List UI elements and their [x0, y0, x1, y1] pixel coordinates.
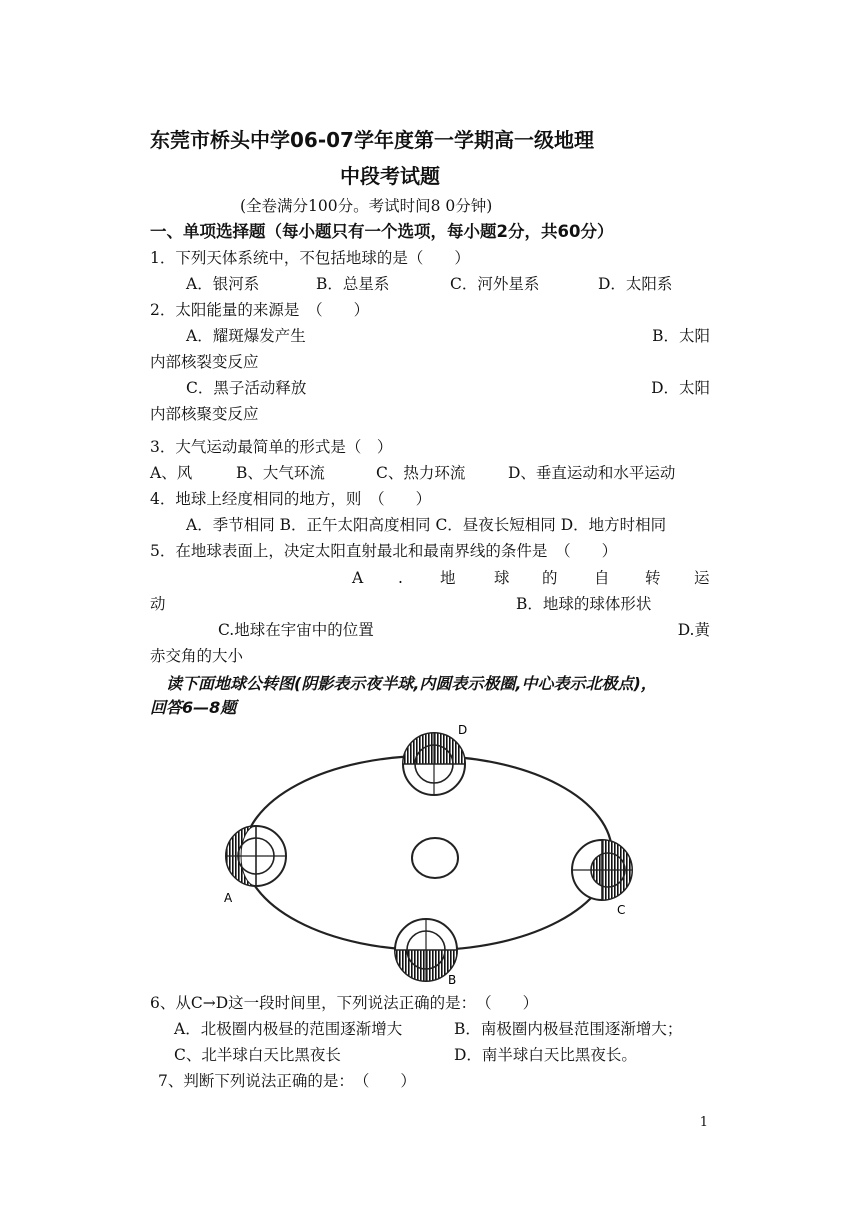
exam-subtitle: (全卷满分100分。考试时间8 0分钟) [240, 197, 493, 215]
q2-option-b: B．太阳 [652, 327, 710, 345]
q1-option-d: D．太阳系 [598, 275, 673, 293]
earth-position-c [572, 840, 632, 900]
q2-option-c: C．黑子活动释放 [186, 379, 307, 397]
q5-option-a-cont: 动 [150, 595, 166, 613]
exam-title-line2: 中段考试题 [340, 164, 440, 188]
q2-option-a: A．耀斑爆发产生 [186, 327, 306, 345]
q5-option-c: C.地球在宇宙中的位置 [218, 621, 374, 639]
q5-option-a-char: . [398, 569, 403, 587]
q3-option-b: B、大气环流 [236, 464, 325, 482]
q4-options: A．季节相同 B．正午太阳高度相同 C．昼夜长短相同 D．地方时相同 [186, 516, 667, 534]
q5-option-b: B．地球的球体形状 [516, 595, 652, 613]
q5-option-a-char: 的 [542, 569, 558, 587]
earth-position-a [226, 826, 286, 886]
q3-option-c: C、热力环流 [376, 464, 466, 482]
q5-option-d-cont: 赤交角的大小 [150, 647, 244, 665]
q6-stem: 6、从C→D这一段时间里，下列说法正确的是： （ ） [150, 994, 539, 1012]
page-number: 1 [699, 1115, 708, 1130]
q2-option-d: D．太阳 [651, 379, 710, 397]
reading-instruction: 读下面地球公转图(阴影表示夜半球,内圆表示极圈,中心表示北极点)， [166, 674, 657, 693]
q6-option-c: C、北半球白天比黑夜长 [174, 1046, 341, 1064]
q5-option-a-char: 运 [694, 569, 710, 587]
earth-orbit-diagram [210, 718, 650, 988]
exam-title-line1: 东莞市桥头中学06-07学年度第一学期高一级地理 [150, 128, 594, 152]
q1-option-a: A．银河系 [186, 275, 260, 293]
section-heading: 一、单项选择题（每小题只有一个选项，每小题2分，共60分） [150, 222, 614, 241]
q6-option-b: B．南极圈内极昼范围逐渐增大； [454, 1020, 683, 1038]
q3-option-d: D、垂直运动和水平运动 [508, 464, 676, 482]
q5-stem: 5．在地球表面上，决定太阳直射最北和最南界线的条件是 （ ） [150, 542, 618, 560]
q5-option-a-char: A [352, 569, 364, 587]
q7-stem: 7、判断下列说法正确的是： （ ） [158, 1072, 416, 1090]
q1-option-b: B．总星系 [316, 275, 390, 293]
q5-option-a-char: 地 [440, 569, 456, 587]
label-d: D [458, 723, 468, 737]
q1-option-c: C．河外星系 [450, 275, 540, 293]
q2-option-d-cont: 内部核聚变反应 [150, 405, 259, 423]
q5-option-a-char: 转 [645, 569, 661, 587]
q5-option-d: D.黄 [677, 621, 710, 639]
label-c: C [617, 903, 626, 917]
earth-position-b [395, 919, 457, 981]
label-b: B [448, 973, 457, 987]
q2-option-b-cont: 内部核裂变反应 [150, 353, 259, 371]
reading-instruction-cont: 回答6—8题 [150, 698, 237, 717]
label-a: A [224, 891, 233, 905]
q6-option-a: A．北极圈内极昼的范围逐渐增大 [174, 1020, 403, 1038]
earth-position-d [403, 733, 465, 795]
q5-option-a-char: 自 [594, 569, 610, 587]
q4-stem: 4．地球上经度相同的地方，则 （ ） [150, 490, 432, 508]
q2-stem: 2．太阳能量的来源是 （ ） [150, 301, 370, 319]
sun-circle [412, 838, 458, 878]
q6-option-d: D．南半球白天比黑夜长。 [454, 1046, 637, 1064]
q5-option-a-char: 球 [494, 569, 510, 587]
q3-option-a: A、风 [150, 464, 193, 482]
q1-stem: 1．下列天体系统中，不包括地球的是（ ） [150, 249, 470, 267]
q3-stem: 3．大气运动最简单的形式是（ ） [150, 438, 393, 456]
